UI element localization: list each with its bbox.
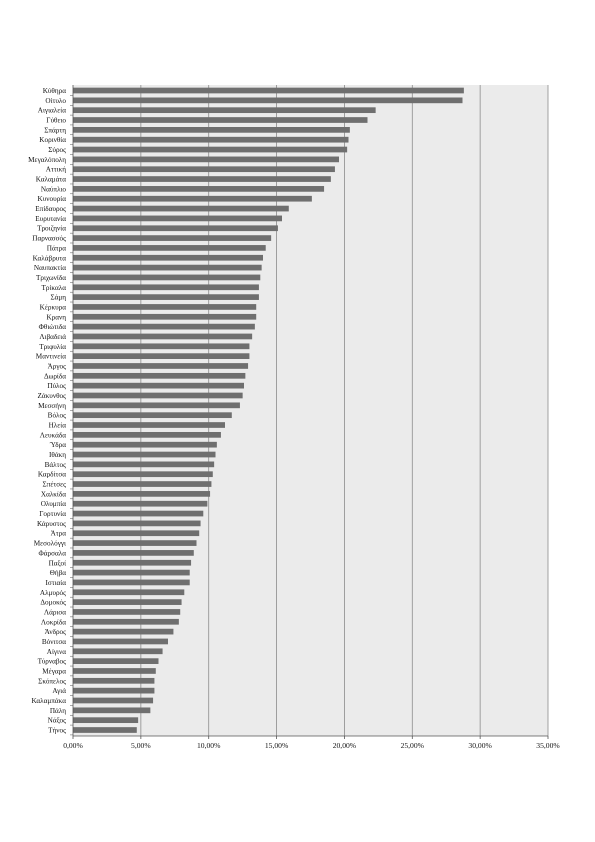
x-tick-labels [63, 736, 560, 750]
category-label: Φάρσαλα [38, 549, 66, 558]
category-label: Ευρυτανία [35, 214, 66, 223]
bar [73, 216, 282, 222]
bar [73, 521, 201, 527]
bar [73, 698, 153, 704]
bar [73, 432, 221, 438]
bar [73, 589, 184, 595]
x-tick-label: 5,00% [131, 741, 151, 750]
bar [73, 314, 256, 320]
bar [73, 707, 150, 713]
category-label: Τήνος [48, 726, 66, 735]
category-label: Δομοκός [40, 598, 66, 607]
category-label: Δωρίδα [43, 372, 66, 381]
x-tick-label: 35,00% [536, 741, 560, 750]
bar [73, 137, 349, 143]
category-label: Γύθειο [46, 116, 66, 125]
category-label: Σύρος [48, 146, 66, 155]
bar [73, 186, 324, 192]
category-label: Αττική [45, 165, 66, 174]
bar [73, 481, 211, 487]
bar [73, 501, 207, 507]
bar [73, 88, 464, 94]
category-label: Πάλη [49, 706, 66, 715]
category-label: Κυνουρία [37, 195, 66, 204]
bar [73, 353, 249, 359]
category-label: Τριφυλία [39, 342, 66, 351]
category-label: Βόνιτσα [41, 637, 66, 646]
x-tick-label: 0,00% [63, 741, 83, 750]
bar [73, 393, 243, 399]
category-label: Αίγινα [46, 647, 66, 656]
bar [73, 343, 249, 349]
bar [73, 166, 335, 172]
bar [73, 97, 463, 103]
bar [73, 530, 199, 536]
bar [73, 471, 213, 477]
category-label: Μέγαρα [42, 667, 66, 676]
category-label: Πύλος [47, 382, 66, 391]
category-label: Αιγιαλεία [37, 106, 66, 115]
category-label: Ναυπακτία [33, 264, 66, 273]
x-tick-label: 30,00% [468, 741, 492, 750]
x-tick-label: 20,00% [332, 741, 357, 750]
category-label: Άργος [47, 362, 66, 371]
bar [73, 334, 252, 340]
bar [73, 176, 331, 182]
bar [73, 284, 259, 290]
bar [73, 255, 263, 261]
bar [73, 117, 368, 123]
bar [73, 717, 138, 723]
plot-area-background [73, 85, 548, 736]
bar [73, 658, 159, 664]
bar [73, 619, 179, 625]
bar [73, 294, 259, 300]
category-label: Μεσσήνη [38, 401, 66, 410]
category-label: Σκόπελος [38, 677, 66, 686]
bar [73, 599, 182, 605]
category-label: Άτρα [50, 529, 66, 538]
category-label: Τύρναβος [37, 657, 66, 666]
category-label: Καρδίτσα [37, 470, 66, 479]
category-label: Νάξος [47, 716, 66, 725]
category-label: Σπέτσες [42, 480, 66, 489]
category-label: Μεσολόγγι [33, 539, 66, 548]
bar [73, 225, 278, 231]
category-label: Τριχωνίδα [35, 273, 66, 282]
category-label: Οίτυλο [45, 96, 66, 105]
category-label: Βόλος [47, 411, 66, 420]
category-label: Τρίκαλα [41, 283, 66, 292]
bar [73, 727, 137, 733]
category-label: Καλαμάτα [35, 175, 66, 184]
bar [73, 629, 173, 635]
category-label: Ολυμπία [40, 500, 66, 509]
bar [73, 648, 163, 654]
category-label: Μεγαλόπολη [28, 155, 66, 164]
bar [73, 491, 210, 497]
category-labels [28, 87, 73, 735]
category-label: Πάτρα [46, 244, 66, 253]
category-label: Λοκρίδα [40, 618, 66, 627]
bar [73, 373, 245, 379]
x-tick-label: 10,00% [197, 741, 221, 750]
bar [73, 245, 266, 251]
bar [73, 570, 190, 576]
category-label: Θήβα [49, 569, 66, 578]
bar [73, 462, 214, 468]
bar [73, 196, 312, 202]
category-label: Αγιά [52, 687, 66, 696]
bar [73, 688, 154, 694]
bar [73, 412, 232, 418]
category-label: Ιθάκη [49, 451, 66, 460]
bar [73, 157, 339, 163]
category-label: Ναύπλιο [40, 185, 66, 194]
bar [73, 442, 217, 448]
category-label: Μαντινεία [35, 352, 66, 361]
bar [73, 304, 256, 310]
bar [73, 402, 240, 408]
bar [73, 678, 154, 684]
bar [73, 540, 197, 546]
category-label: Γορτυνία [39, 510, 66, 519]
bar [73, 147, 347, 153]
category-label: Ιστιαία [45, 578, 66, 587]
category-label: Παρνασσός [32, 234, 66, 243]
category-label: Ηλεία [48, 421, 66, 430]
bar [73, 127, 350, 133]
category-label: Ύδρα [49, 441, 66, 450]
category-label: Αλμυρός [39, 588, 66, 597]
bar [73, 324, 255, 330]
bar [73, 609, 180, 615]
category-label: Κύθηρα [42, 87, 66, 95]
category-label: Κάρυστος [36, 519, 66, 528]
category-label: Καλάβρυτα [32, 254, 66, 263]
bar [73, 668, 156, 674]
bar [73, 107, 376, 113]
bar [73, 383, 244, 389]
category-label: Άνδρος [44, 628, 66, 637]
category-label: Παξοί [48, 559, 66, 568]
x-tick-label: 15,00% [264, 741, 289, 750]
category-label: Καλαμπάκα [31, 696, 66, 705]
category-label: Βάλτος [44, 460, 66, 469]
bar [73, 580, 190, 586]
bar [73, 363, 248, 369]
category-label: Κέρκυρα [39, 303, 66, 312]
bar [73, 639, 168, 645]
category-label: Σπάρτη [44, 126, 66, 135]
bar [73, 452, 216, 458]
bar [73, 265, 262, 271]
category-label: Τροιζηνία [37, 224, 66, 233]
bar [73, 550, 194, 556]
bar [73, 511, 203, 517]
category-label: Χαλκίδα [40, 490, 66, 499]
category-label: Επίδαυρος [35, 205, 66, 214]
category-label: Φθιώτιδα [38, 323, 66, 332]
category-label: Κορινθία [39, 136, 66, 145]
category-label: Σάμη [50, 293, 66, 302]
bar [73, 560, 191, 566]
category-label: Κρανη [46, 313, 66, 322]
bar [73, 275, 260, 281]
category-label: Λευκάδα [39, 431, 66, 440]
category-label: Λάρισα [43, 608, 66, 617]
category-label: Ζάκυνθος [37, 391, 66, 400]
bar [73, 206, 289, 212]
x-tick-label: 25,00% [400, 741, 424, 750]
category-label: Λιβαδειά [39, 332, 66, 341]
bar [73, 235, 271, 241]
bar [73, 422, 225, 428]
